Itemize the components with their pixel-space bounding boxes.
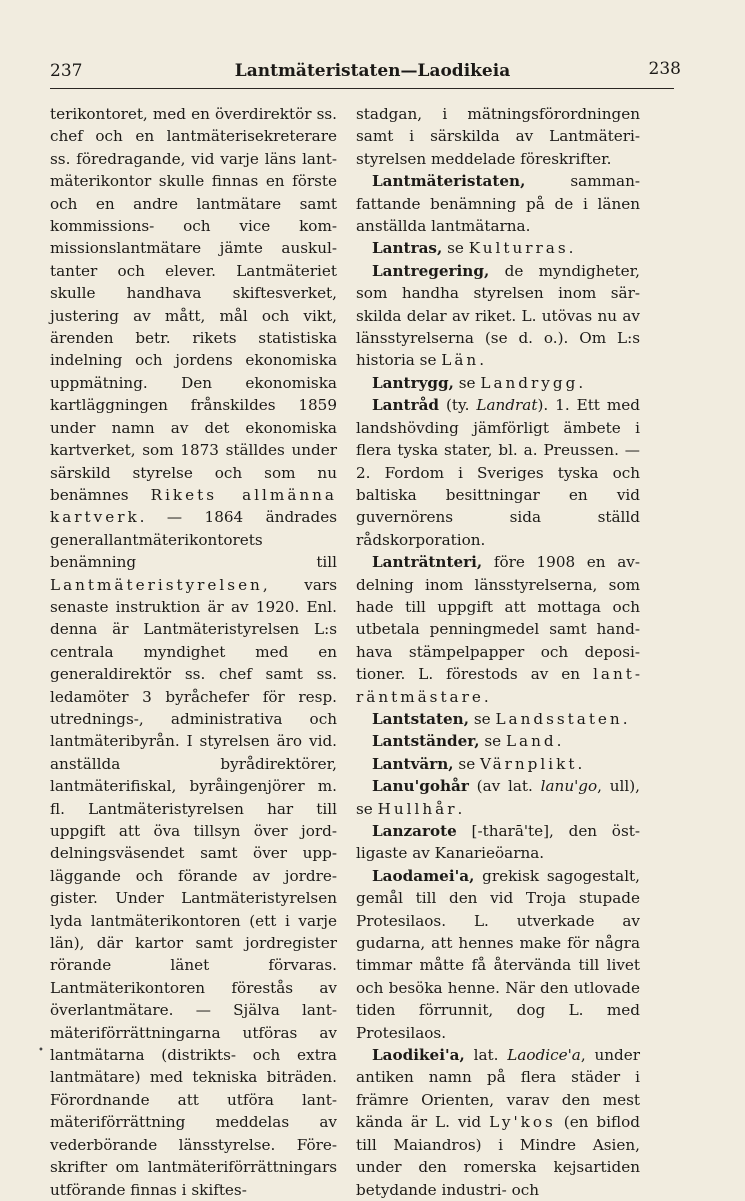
entry-lanugohar — [356, 775, 640, 820]
cross-reference: Hullhår — [377, 799, 458, 818]
entry-text: (en biflod till Maiandros) i Mindre Asien, under den romerska kejsartiden betydande industri- och — [356, 1113, 640, 1199]
headword: Laodikei'a, — [372, 1046, 465, 1065]
entry-text: (ty. — [439, 396, 477, 415]
entry-text: (av lat. — [468, 777, 541, 796]
entry-text: , under antiken namn på flera städer i främre Orienten, varav den mest kända är L. vid — [356, 1046, 640, 1132]
left-column-text — [50, 103, 337, 1201]
cross-reference: Land — [505, 732, 557, 751]
spaced-reference: Lantmäteristyrelsen — [50, 575, 263, 594]
entry-text: ). 1. Ett med landshövding jämförligt ämbete i flera tyska stater, bl. a. Preussen. — 2. Fordom i Sveriges tyska och baltiska besittningar en vid guvernörens sida ställd rådskorporation. — [356, 396, 640, 549]
entry-text: . — [483, 687, 489, 706]
entry-text: . — [556, 732, 562, 751]
headword: Lantstaten, — [372, 709, 469, 728]
entry-lanzarote — [356, 820, 640, 865]
entry-lantvarn — [356, 753, 640, 775]
entry-text: . — [577, 754, 583, 773]
left-page-number: 237 — [50, 61, 83, 81]
entry-text: grekisk sagogestalt, gemål till den vid Troja stupade Protesilaos. L. utverkade av gudarna, att hennes make för några timmar måtte få återvända till livet och besöka henne. När den utlovade tiden förrunnit, dog L. med Protesilaos. — [356, 866, 640, 1042]
headword: Lanzarote — [372, 822, 457, 840]
entry-text: sammanfattande benämning på de i länen anställda lantmätarna. — [356, 172, 640, 236]
text-run: . — 1864 ändrades generallantmäterikontorets benämning till — [50, 508, 337, 572]
entry-text: se — [453, 754, 481, 773]
headword: Lantständer, — [372, 732, 480, 751]
cross-reference: Kulturras — [468, 239, 569, 258]
text-run: terikontoret, med en överdirektör ss. chef och en lantmäterisekreterare ss. föredragande, vid varje läns lantmäterikontor skulle finnas en förste och en andre lantmätare samt kommissions- och vice kommissionslantmätare jämte auskultanter och elever. Lantmäteriet skulle handhava skiftesverket, justering av mått, mål och vikt, ärenden betr. rikets statistiska indelning och jordens ekonomiska uppmätning. Den ekonomiska kartläggningen frånskildes 1859 under namn av det ekonomiska kartverket, som 1873 ställdes under särskild styrelse och som nu benämnes — [50, 105, 337, 504]
entry-text: . — [578, 373, 584, 392]
entry-text: . — [479, 351, 485, 370]
entry-lantstaten — [356, 708, 640, 730]
entry-lantrygg — [356, 372, 640, 394]
margin-mark: • — [38, 1045, 44, 1056]
headword: Lantmäteristaten, — [372, 172, 526, 191]
text-run: , vars senaste instruktion är av 1920. Enl. denna är Lantmäteristyrelsen L:s centrala myndighet med en generaldirektör ss. chef samt ss. ledamöter 3 byråchefer för resp. utrednings-, administrativa och lantmäteribyrån. I styrelsen äro vid. anställda byrådirektörer, lantmäterifiskal, byråingenjörer m. fl. Lantmäteristyrelsen har till uppgift att öva tillsyn över jorddelningsväsendet samt över uppläggande och förande av jordregister. Under Lantmäteristyrelsen lyda lantmäterikontoren (ett i varje län), där kartor samt jordregister rörande länet förvaras. Lantmäterikontoren förestås av överlantmätare. — Själva lantmäteriförrättningarna utföras av lantmätarna (distrikts- och extra lantmätare) med tekniska biträden. Förordnande att utföra lantmäteriförrättning meddelas av vederbörande länsstyrelse. Föreskrifter om lantmäteriförrättningars utförande finnas i skiftes- — [50, 575, 337, 1199]
left-column — [50, 103, 337, 1201]
entry-text: [-tharā'te], den östligaste av Kanarieöarna. — [356, 822, 640, 863]
headword: Lantras, — [372, 239, 443, 258]
entry-laodameia — [356, 865, 640, 1044]
spaced-reference: Rikets allmänna kartverk — [50, 485, 337, 527]
italic-term: Landrat — [476, 396, 538, 415]
headword: Lantråd — [372, 396, 440, 415]
entry-text: före 1908 en avdelning inom länsstyrelserna, som hade till uppgift att mottaga och utbetala penningmedel samt handhava stämpelpapper och depositioner. L. förestods av en — [356, 553, 640, 684]
italic-term: lanu'go — [540, 777, 598, 796]
entry-text: se — [469, 709, 496, 728]
entry-text: , ull), se — [356, 777, 640, 818]
cross-reference: Värnplikt — [480, 754, 578, 773]
continued-text: stadgan, i mätningsförordningen samt i särskilda av Lantmäteristyrelsen meddelade föreskrifter. — [356, 105, 640, 168]
entry-text: lat. — [464, 1046, 508, 1065]
italic-term: Laodice'a — [507, 1046, 581, 1065]
entry-text: se — [479, 732, 506, 751]
entry-lantmateristaten — [356, 170, 640, 237]
cross-reference: Landrygg — [480, 373, 579, 392]
entry-lantregering — [356, 260, 640, 372]
entry-text: . — [622, 709, 628, 728]
entry-lantstander — [356, 730, 640, 752]
entry-lantrad — [356, 394, 640, 551]
cross-reference: Ly'kos — [489, 1113, 556, 1132]
headword: Lanträtnteri, — [372, 553, 483, 572]
headword: Lanu'gohår — [372, 777, 469, 796]
entry-text: se — [442, 239, 469, 258]
running-title: Lantmäteristaten—Laodikeia — [234, 61, 511, 81]
headword: Laodamei'a, — [372, 866, 475, 885]
entry-laodikeia — [356, 1044, 640, 1201]
entry-text: . — [457, 799, 463, 818]
cross-reference: lanträntmästare — [356, 665, 640, 706]
entry-text: de myndigheter, som handha styrelsen inom särskilda delar av riket. L. utövas nu av länsstyrelserna (se d. o.). Om L:s historia se — [356, 261, 640, 370]
headword: Lantvärn, — [372, 754, 454, 773]
right-column — [356, 103, 640, 1201]
entry-lantras — [356, 237, 640, 259]
entry-text: se — [453, 373, 481, 392]
cross-reference: Landsstaten — [495, 709, 623, 728]
right-page-number: 238 — [648, 59, 681, 79]
entry-lantranteri — [356, 551, 640, 708]
entry-text: . — [568, 239, 574, 258]
header-rule — [50, 88, 674, 89]
headword: Lantrygg, — [372, 373, 454, 392]
cross-reference: Län — [441, 351, 480, 370]
headword: Lantregering, — [372, 261, 490, 280]
